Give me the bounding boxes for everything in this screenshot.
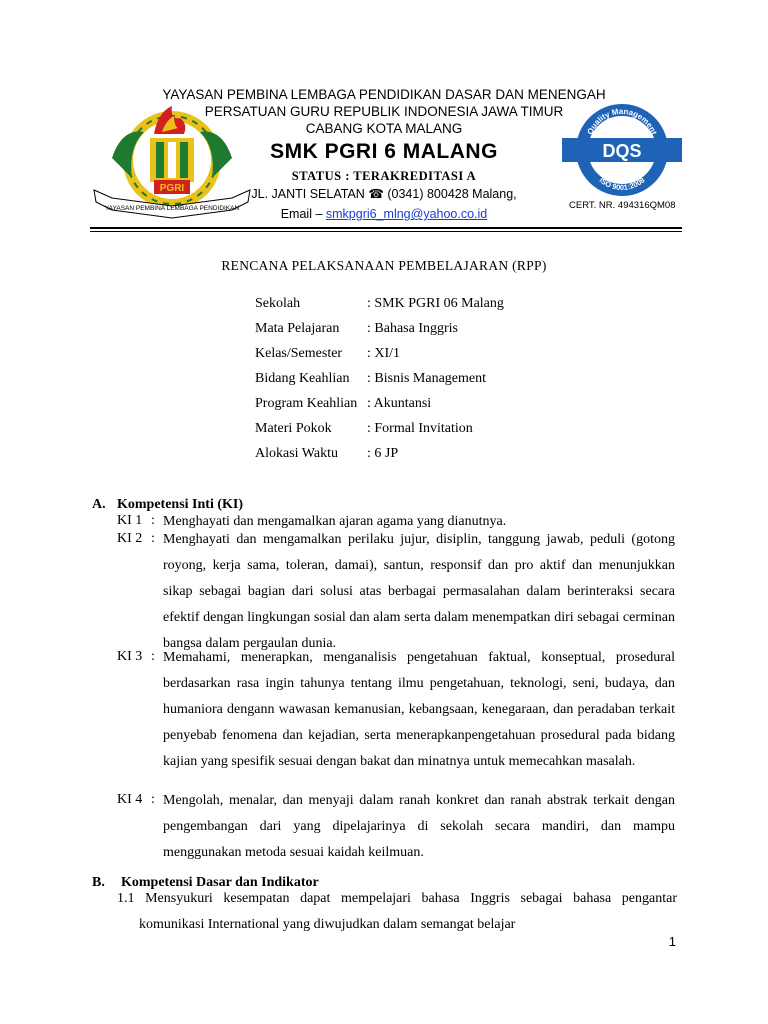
- pgri-badge-text: PGRI: [159, 183, 185, 194]
- kd-item-line: 1.1 Mensyukuri kesempatan dapat mempelajari bahasa Inggris sebagai bahasa pengantar: [117, 891, 677, 906]
- phone-icon: ☎: [368, 187, 384, 201]
- qm-top-text: Quality Management: [585, 106, 659, 137]
- school-email: Email – smkpgri6_mlng@yahoo.co.id: [280, 207, 488, 221]
- section-a-letter: A.: [92, 497, 106, 512]
- accreditation-status: STATUS : TERAKREDITASI A: [291, 169, 477, 183]
- ki-colon: :: [151, 649, 155, 664]
- section-b-letter: B.: [92, 875, 105, 890]
- kd-item-line: komunikasi International yang diwujudkan dalam semangat belajar: [139, 917, 516, 932]
- ki-label: KI 3: [117, 649, 143, 664]
- ki-text: Menghayati dan mengamalkan perilaku jujur, disiplin, tanggung jawab, peduli (gotong royong, kerja sama, toleran, damai), santun, responsif dan pro aktif dan menunjukkan sikap sebagai bagian dari solusi atas berbagai permasalahan dalam berinteraksi secara efektif dengan lingkungan sosial dan alam serta dalam menempatkan diri sebagai cerminan bangsa dalam pergaulan dunia.: [163, 532, 675, 651]
- foundation-line: YAYASAN PEMBINA LEMBAGA PENDIDIKAN DASAR DAN MENENGAH: [162, 87, 606, 102]
- ki-label: KI 1: [117, 513, 143, 528]
- ki-colon: :: [151, 513, 155, 528]
- qm-center-text: DQS: [602, 141, 642, 161]
- ki-text: Memahami, menerapkan, menganalisis pengetahuan faktual, konseptual, prosedural berdasarkan rasa ingin tahunya tentang ilmu pengetahuan, teknologi, seni, budaya, dan humaniora dengann wawasan kemanusian, kebangsaan, kenegaraan, dan peradaban terkait penyebab fenomena dan kejadian, serta menerapkanpengetahuan prosedural pada bidang kajian yang spesifik sesuai dengan bakat dan minatnya untuk memecahkan masalah.: [163, 650, 675, 769]
- association-line: PERSATUAN GURU REPUBLIK INDONESIA JAWA TIMUR: [204, 104, 564, 119]
- page-number: 1: [668, 934, 676, 949]
- header-rule: [90, 227, 682, 229]
- school-address: JL. JANTI SELATAN ☎ (0341) 800428 Malang,: [251, 187, 517, 201]
- pgri-ribbon-text: YAYASAN PEMBINA LEMBAGA PENDIDIKAN: [104, 205, 240, 212]
- branch-line: CABANG KOTA MALANG: [305, 121, 463, 136]
- school-name: SMK PGRI 6 MALANG: [270, 140, 498, 163]
- document-title: RENCANA PELAKSANAAN PEMBELAJARAN (RPP): [221, 258, 547, 273]
- ki-text: Menghayati dan mengamalkan ajaran agama yang dianutnya.: [163, 514, 507, 529]
- ki-label: KI 2: [117, 531, 143, 546]
- ki-colon: :: [151, 792, 155, 807]
- section-b-title: Kompetensi Dasar dan Indikator: [121, 875, 319, 890]
- section-a-title: Kompetensi Inti (KI): [117, 497, 243, 512]
- header-rule-thin: [90, 231, 682, 232]
- cert-number: CERT. NR. 494316QM08: [569, 200, 676, 211]
- ki-colon: :: [151, 531, 155, 546]
- ki-text: Mengolah, menalar, dan menyaji dalam ranah konkret dan ranah abstrak terkait dengan pengembangan dari yang dipelajarinya di sekolah secara mandiri, dan mampu menggunakan metoda sesuai kaidah keilmuan.: [163, 793, 675, 860]
- qm-bottom-text: ISO 9001:2008: [597, 175, 647, 193]
- email-link[interactable]: smkpgri6_mlng@yahoo.co.id: [325, 207, 488, 221]
- ki-label: KI 4: [117, 792, 143, 807]
